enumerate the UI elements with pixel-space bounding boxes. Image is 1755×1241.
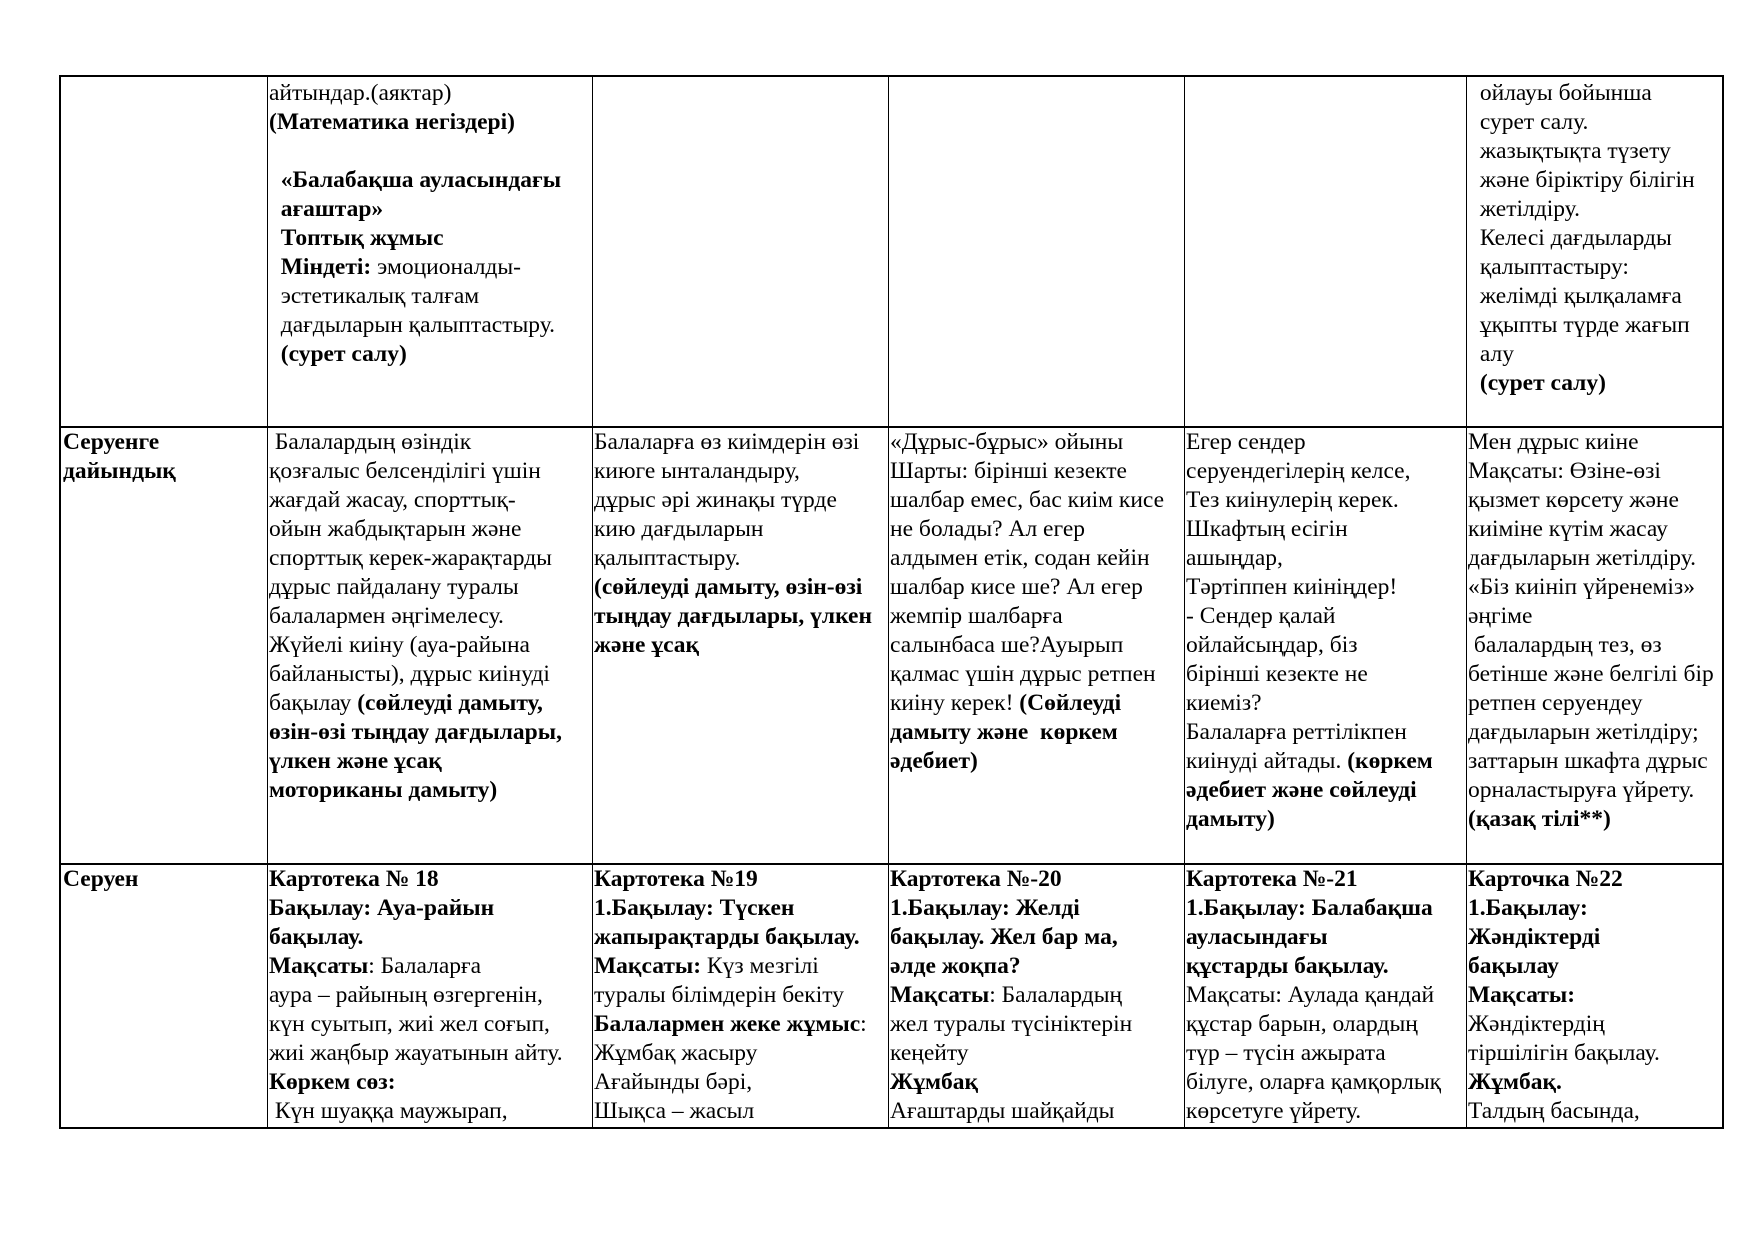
cell-line: алу [1474, 341, 1514, 367]
cell-line: балалардың тез, өз [1468, 632, 1662, 658]
cell-line: Мақсаты: Өзіне-өзі [1468, 458, 1661, 484]
cell-line: 1.Бақылау: Балабақша [1186, 895, 1433, 921]
text-run: киіну керек! [890, 690, 1020, 716]
cell-line [269, 253, 561, 282]
cell-line: заттарын шкафта дұрыс [1468, 748, 1708, 774]
cell-line: - Сендер қалай [1186, 603, 1336, 629]
cell-line: айтындар.(аяктар) [269, 80, 452, 106]
cell-line: моториканы дамыту) [269, 777, 498, 803]
cell-line: киіміне күтім жасау [1468, 516, 1668, 542]
cell-line: Жүйелі киіну (ауа-райына [269, 632, 530, 658]
cell-line: жапырақтарды бақылау. [594, 924, 860, 950]
cell-line: бірінші кезекте не [1186, 661, 1368, 687]
cell-line: бетінше және белгілі бір [1468, 661, 1714, 687]
cell-line: Картотека №-20 [890, 866, 1062, 892]
cell-line: Талдың басында, [1468, 1098, 1640, 1124]
cell-line: Картотека № 18 [269, 866, 439, 892]
row2-tuesday-cell [594, 428, 872, 660]
cell-line: Жұмбақ. [1468, 1069, 1562, 1095]
cell-line: Жұмбақ жасыру [594, 1040, 758, 1066]
cell-line: дағдыларын жетілдіру; [1468, 719, 1699, 745]
cell-line: жағдай жасау, спорттық- [269, 487, 516, 513]
cell-line [594, 1010, 867, 1039]
cell-line: құстарды бақылау. [1186, 953, 1389, 979]
cell-line: ашыңдар, [1186, 545, 1283, 571]
cell-line: дамыту және көркем [890, 719, 1118, 745]
cell-line: және біріктіру білігін [1474, 167, 1695, 193]
cell-line: әдебиет және сөйлеуді [1186, 777, 1417, 803]
cell-line: әдебиет) [890, 748, 978, 774]
cell-line: дағдыларын қалыптастыру. [269, 312, 556, 338]
cell-line: әңгіме [1468, 603, 1533, 629]
cell-line: (сурет салу) [269, 341, 407, 367]
cell-line: шалбар емес, бас киім кисе [890, 487, 1165, 513]
text-run: Міндеті: [269, 254, 372, 280]
cell-line [269, 689, 562, 718]
cell-line: Бақылау: Ауа-райын [269, 895, 495, 921]
cell-line: шалбар кисе ше? Ал егер [890, 574, 1143, 600]
cell-line: «Дұрыс-бұрыс» ойыны [890, 429, 1124, 455]
text-run: Мақсаты [890, 982, 990, 1008]
cell-line: киеміз? [1186, 690, 1262, 716]
row3-tuesday-cell [594, 865, 867, 1126]
cell-line: Ағайынды бәрі, [594, 1069, 753, 1095]
cell-line: дамыту) [1186, 806, 1275, 832]
cell-line: құстар барын, олардың [1186, 1011, 1418, 1037]
cell-line: қалмас үшін дұрыс ретпен [890, 661, 1156, 687]
text-run: : Балалардың [989, 982, 1123, 1008]
cell-line [269, 952, 563, 981]
cell-line: сурет салу. [1474, 109, 1589, 135]
cell-line: кеңейту [890, 1040, 969, 1066]
column-divider-2 [592, 77, 593, 1127]
cell-line: ойлауы бойынша [1474, 80, 1652, 106]
column-divider-4 [1184, 77, 1185, 1127]
cell-line: Күн шуаққа маужырап, [269, 1098, 508, 1124]
column-divider-3 [888, 77, 889, 1127]
cell-line: «Балабақша ауласындағы [269, 167, 562, 193]
cell-line: Тәртіппен киініңдер! [1186, 574, 1398, 600]
cell-line: Жәндіктердің [1468, 1011, 1605, 1037]
cell-line: бақылау. Жел бар ма, [890, 924, 1118, 950]
text-run: Күз мезгілі [701, 953, 819, 979]
cell-line: Көркем сөз: [269, 1069, 396, 1095]
cell-line: Топтық жұмыс [269, 225, 444, 251]
row1-friday-cell [1474, 79, 1695, 398]
cell-line: дұрыс әрі жинақы түрде [594, 487, 837, 513]
text-run: киінуді айтады. [1186, 748, 1348, 774]
row2-thursday-cell [1186, 428, 1433, 834]
cell-line: және ұсақ [594, 632, 700, 658]
cell-line: эстетикалық талғам [269, 283, 480, 309]
cell-line: (сурет салу) [1474, 370, 1606, 396]
cell-line: кию дағдыларын [594, 516, 764, 542]
cell-line: қалыптастыру. [594, 545, 741, 571]
cell-line: Балаларға өз киімдерін өзі [594, 429, 860, 455]
text-run: (Сөйлеуді [1019, 690, 1122, 716]
cell-line: Серуен [63, 866, 139, 892]
cell-line: салынбаса ше?Ауырып [890, 632, 1124, 658]
cell-line: Карточка №22 [1468, 866, 1623, 892]
schedule-table [59, 75, 1724, 1129]
cell-line: Шарты: бірінші кезекте [890, 458, 1127, 484]
row3-monday-cell [269, 865, 563, 1126]
row2-friday-cell [1468, 428, 1722, 834]
cell-line: білуге, оларға қамқорлық [1186, 1069, 1442, 1095]
cell-line [890, 981, 1132, 1010]
cell-line: аура – райының өзгергенін, [269, 982, 543, 1008]
cell-line: жетілдіру. [1474, 196, 1580, 222]
cell-line: Жәндіктерді [1468, 924, 1601, 950]
cell-line: бақылау [1468, 953, 1559, 979]
text-run: Балалармен жеке жұмыс [594, 1011, 861, 1037]
cell-line: алдымен етік, содан кейін [890, 545, 1150, 571]
text-run: эмоционалды- [371, 254, 522, 280]
text-run: Мақсаты [269, 953, 369, 979]
cell-line: ауласындағы [1186, 924, 1328, 950]
text-run: Мақсаты: [594, 953, 702, 979]
row2-label-cell [63, 428, 176, 486]
cell-line: Балалардың өзіндік [269, 429, 472, 455]
cell-line: балалармен әңгімелесу. [269, 603, 504, 629]
cell-line: Шкафтың есігін [1186, 516, 1348, 542]
cell-line: желімді қылқаламға [1474, 283, 1682, 309]
text-run: : [860, 1011, 867, 1037]
row3-thursday-cell [1186, 865, 1441, 1126]
text-run: (сөйлеуді дамыту, [357, 690, 543, 716]
cell-line: Келесі дағдыларды [1474, 225, 1672, 251]
row3-label-cell [63, 865, 138, 894]
cell-line: бақылау. [269, 924, 364, 950]
cell-line: қозғалыс белсенділігі үшін [269, 458, 541, 484]
row2-wednesday-cell [890, 428, 1164, 776]
cell-line: ойын жабдықтарын және [269, 516, 522, 542]
cell-line: Жұмбақ [890, 1069, 979, 1095]
cell-line [1186, 747, 1433, 776]
cell-line: не болады? Ал егер [890, 516, 1085, 542]
cell-line: серуендегілерің келсе, [1186, 458, 1411, 484]
cell-line [269, 137, 561, 166]
cell-line: Мақсаты: Аулада қандай [1186, 982, 1435, 1008]
cell-line: жиі жаңбыр жауатынын айту. [269, 1040, 563, 1066]
cell-line: ағаштар» [269, 196, 384, 222]
cell-line: тіршілігін бақылау. [1468, 1040, 1660, 1066]
cell-line: Мен дұрыс киіне [1468, 429, 1639, 455]
cell-line: ұқыпты түрде жағып [1474, 312, 1690, 338]
text-run: (көркем [1347, 748, 1433, 774]
column-divider-5 [1466, 77, 1467, 1127]
row3-friday-cell [1468, 865, 1660, 1126]
cell-line: (сөйлеуді дамыту, өзін-өзі [594, 574, 863, 600]
cell-line: жел туралы түсініктерін [890, 1011, 1133, 1037]
cell-line: қалыптастыру: [1474, 254, 1629, 280]
cell-line: «Біз киініп үйренеміз» [1468, 574, 1695, 600]
cell-line: дағдыларын жетілдіру. [1468, 545, 1697, 571]
cell-line: (Математика негіздері) [269, 109, 515, 135]
cell-line: ойлайсыңдар, біз [1186, 632, 1358, 658]
cell-line: түр – түсін ажырата [1186, 1040, 1386, 1066]
cell-line: жазықтықта түзету [1474, 138, 1671, 164]
cell-line: Картотека №19 [594, 866, 758, 892]
cell-line: киюге ынталандыру, [594, 458, 800, 484]
cell-line: ретпен серуендеу [1468, 690, 1643, 716]
cell-line: Мақсаты: [1468, 982, 1576, 1008]
cell-line: дайындық [63, 458, 176, 484]
cell-line: Тез киінулерің керек. [1186, 487, 1399, 513]
cell-line: 1.Бақылау: Желді [890, 895, 1080, 921]
row3-wednesday-cell [890, 865, 1132, 1126]
row2-monday-cell [269, 428, 562, 805]
text-run: : Балаларға [368, 953, 482, 979]
cell-line [594, 952, 867, 981]
cell-line: Балаларға реттілікпен [1186, 719, 1407, 745]
cell-line: Шықса – жасыл [594, 1098, 755, 1124]
text-run: бақылау [269, 690, 358, 716]
cell-line: әлде жоқпа? [890, 953, 1021, 979]
cell-line: орналастыруға үйрету. [1468, 777, 1695, 803]
column-divider-1 [267, 77, 268, 1127]
cell-line: спорттық керек-жарақтарды [269, 545, 552, 571]
cell-line: дұрыс пайдалану туралы [269, 574, 519, 600]
cell-line: үлкен және ұсақ [269, 748, 442, 774]
cell-line: өзін-өзі тыңдау дағдылары, [269, 719, 562, 745]
cell-line: жемпір шалбарға [890, 603, 1063, 629]
cell-line: Картотека №-21 [1186, 866, 1358, 892]
cell-line [890, 689, 1164, 718]
row1-monday-cell [269, 79, 561, 369]
cell-line: Ағаштарды шайқайды [890, 1098, 1115, 1124]
cell-line: 1.Бақылау: [1468, 895, 1588, 921]
cell-line: Егер сендер [1186, 429, 1306, 455]
cell-line: Серуенге [63, 429, 160, 455]
cell-line: тыңдау дағдылары, үлкен [594, 603, 873, 629]
cell-line: көрсетуге үйрету. [1186, 1098, 1362, 1124]
cell-line: (қазақ тілі**) [1468, 806, 1611, 832]
cell-line: туралы білімдерін бекіту [594, 982, 844, 1008]
cell-line: байланысты), дұрыс киінуді [269, 661, 550, 687]
cell-line: 1.Бақылау: Түскен [594, 895, 795, 921]
cell-line: күн суытып, жиі жел соғып, [269, 1011, 550, 1037]
cell-line: қызмет көрсету және [1468, 487, 1679, 513]
